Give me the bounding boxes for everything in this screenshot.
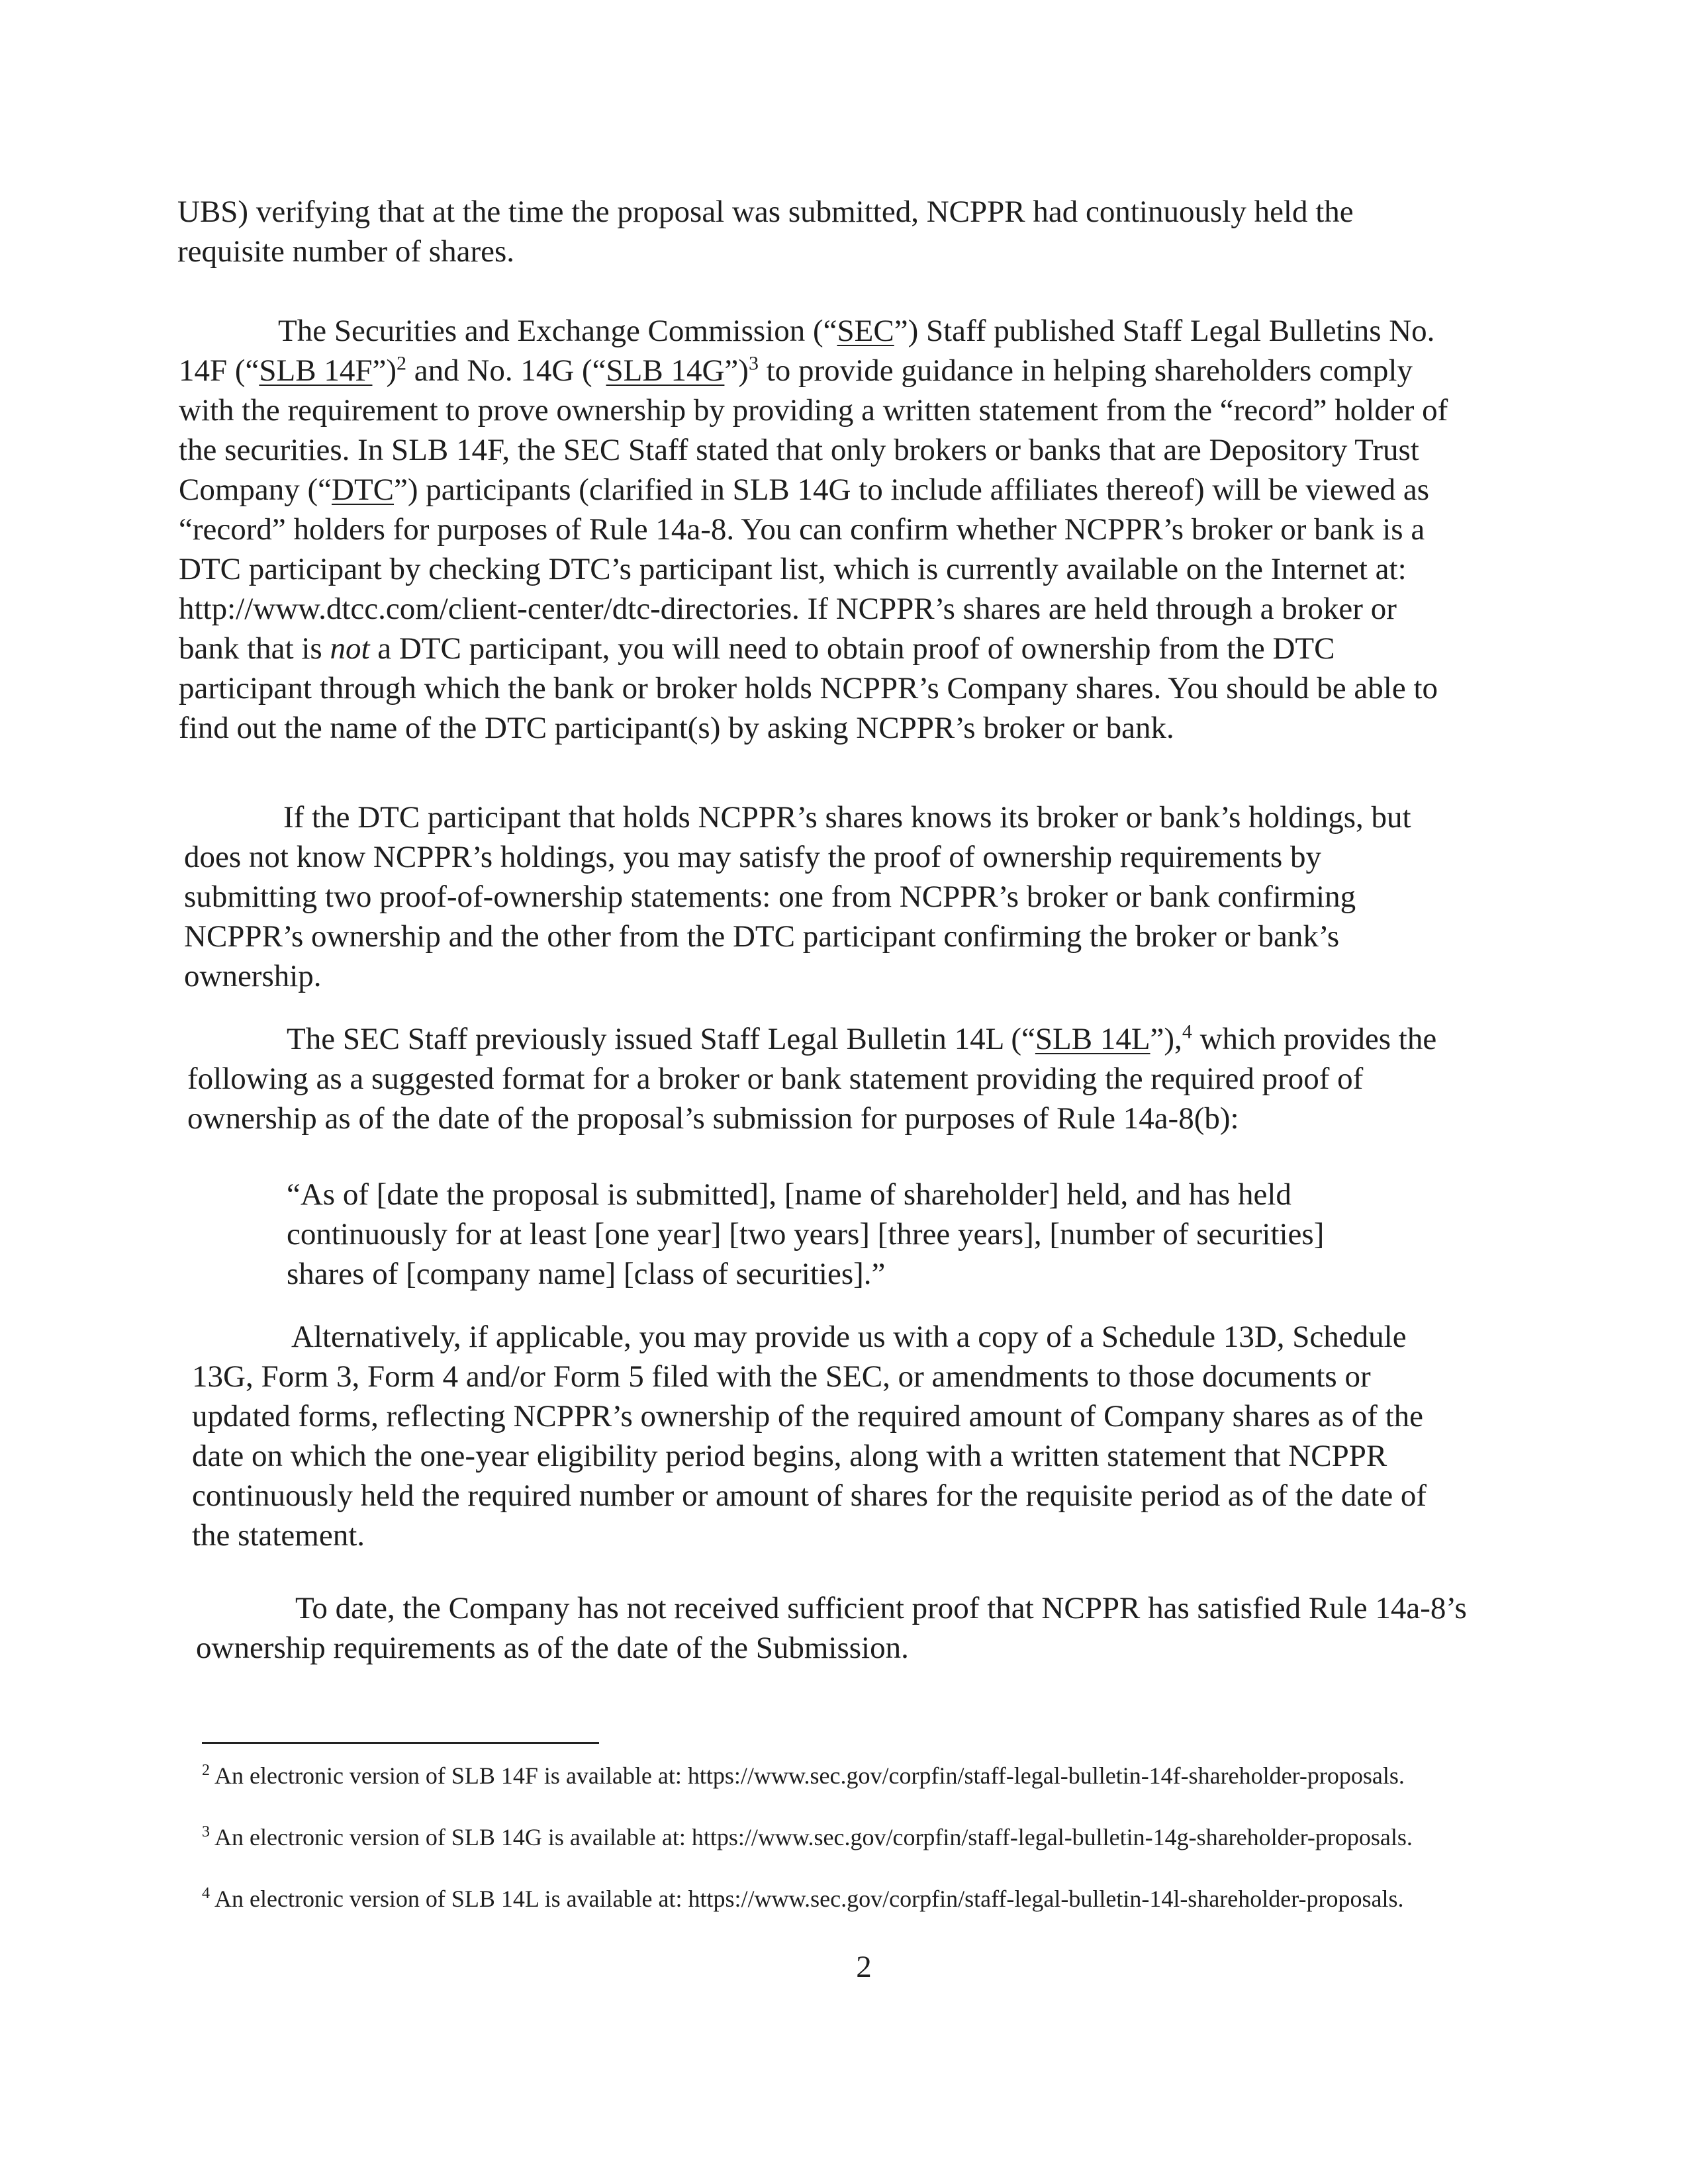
paragraph-continuation: UBS) verifying that at the time the proposal was submitted, NCPPR had continuously held the requisite number of shares. (177, 195, 1354, 269)
block-quote-suggested-format: “As of [date the proposal is submitted], [name of shareholder] held, and has held continuously for at least [one year] [two years] [three years], [number of securities] shares of [company name] [class of securities].” (287, 1177, 1325, 1291)
footnote-ref-3: 3 (748, 352, 759, 375)
paragraph-to-date: To date, the Company has not received sufficient proof that NCPPR has satisfied Rule 14a-8’s ownership requirements as of the date of the Submission. (196, 1591, 1467, 1665)
paragraph-dtc-holdings: If the DTC participant that holds NCPPR’s shares knows its broker or bank’s holdings, but does not know NCPPR’s holdings, you may satisfy the proof of ownership requirements by submitting two proof-of-ownership statements: one from NCPPR’s broker or bank confirming NCPPR’s ownership and the other from the DTC participant confirming the broker or bank’s ownership. (184, 800, 1411, 993)
footnote-separator (202, 1742, 599, 1744)
defined-term-slb-14f: SLB 14F (259, 353, 373, 388)
defined-term-sec: SEC (837, 314, 894, 348)
paragraph-slb-14l: The SEC Staff previously issued Staff Legal Bulletin 14L (“SLB 14L”),$^4$ which provides the following as a suggested format for a broker or bank statement providing the required proof of ownership as of the date of the proposal’s submission for purposes of Rule 14a-8(b): (187, 1021, 1437, 1136)
emphasis-not: not (330, 631, 370, 666)
footnote-3: $^3$ An electronic version of SLB 14G is available at: https://www.sec.gov/corpfin/staff-legal-bulletin-14g-shareholder-proposals. (202, 1823, 1413, 1850)
footnote-ref-2: 2 (397, 352, 407, 375)
defined-term-slb-14g: SLB 14G (606, 353, 725, 388)
paragraph-alternative-proof: Alternatively, if applicable, you may provide us with a copy of a Schedule 13D, Schedule 13G, Form 3, Form 4 and/or Form 5 filed with the SEC, or amendments to those documents or updated forms, reflecting NCPPR’s ownership of the required amount of Company shares as of the date on which the one-year eligibility period begins, along with a written statement that NCPPR continuously held the required number or amount of shares for the requisite period as of the date of the statement. (192, 1320, 1427, 1553)
footnote-ref-4: 4 (1182, 1021, 1192, 1043)
footnote-4: $^4$ An electronic version of SLB 14L is available at: https://www.sec.gov/corpfin/staff-legal-bulletin-14l-shareholder-proposals. (202, 1885, 1404, 1912)
page-number: 2 (856, 1950, 872, 1984)
defined-term-dtc: DTC (332, 473, 395, 507)
defined-term-slb-14l: SLB 14L (1035, 1022, 1150, 1056)
footnote-2: $^2$ An electronic version of SLB 14F is available at: https://www.sec.gov/corpfin/staff-legal-bulletin-14f-shareholder-proposals. (202, 1762, 1405, 1789)
paragraph-slb-guidance: The Securities and Exchange Commission (“SEC”) Staff published Staff Legal Bulletins No. 14F (“SLB 14F”)$^2$ and No. 14G (“SLB 14G”)$^3$ to provide guidance in helping shareholders comply with the requirement to prove ownership by providing a written statement from the “record” holder of the securities. In SLB 14F, the SEC Staff stated that only brokers or banks that are Depository Trust Company (“DTC”) participants (clarified in SLB 14G to include affiliates thereof) will be viewed as “record” holders for purposes of Rule 14a-8. You can confirm whether NCPPR’s broker or bank is a DTC participant by checking DTC’s participant list, which is currently available on the Internet at: http://www.dtcc.com/client-center/dtc-directories. If NCPPR’s shares are held through a broker or bank that is not a DTC participant, you will need to obtain proof of ownership from the DTC participant through which the bank or broker holds NCPPR’s Company shares. You should be able to find out the name of the DTC participant(s) by asking NCPPR’s broker or bank. (179, 314, 1448, 745)
